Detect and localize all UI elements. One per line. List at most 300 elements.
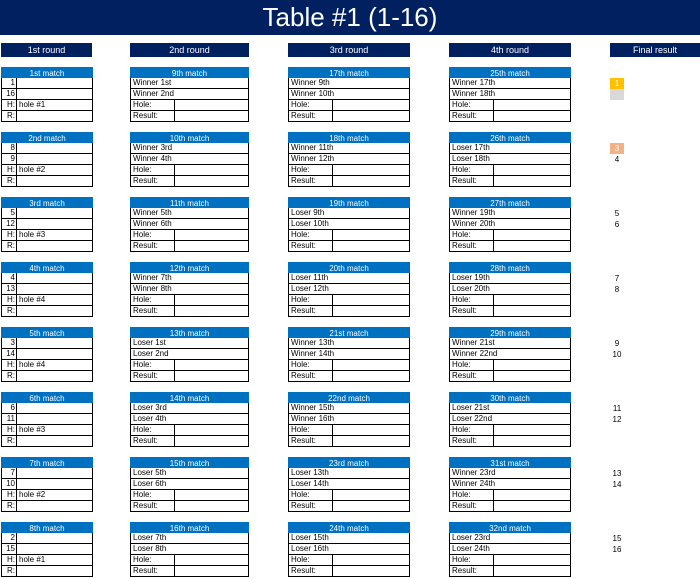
participant-source: Loser 10th	[291, 219, 329, 228]
participant-source: Winner 19th	[452, 208, 496, 217]
match-title: 19th match	[288, 197, 410, 208]
hole-label: Hole:	[131, 360, 175, 370]
participant-row	[449, 89, 571, 100]
participant-row	[130, 349, 249, 360]
participant-row	[288, 544, 410, 555]
match-r1-5	[1, 327, 93, 382]
participant-source: Winner 18th	[452, 89, 496, 98]
hole-input[interactable]	[333, 165, 409, 175]
round-header-3: 3rd round	[288, 43, 410, 57]
participant-row	[288, 479, 410, 490]
result-row	[288, 566, 410, 577]
match-round3-2	[288, 132, 410, 187]
participant-source: Winner 4th	[133, 154, 172, 163]
result-input[interactable]	[175, 566, 248, 576]
hole-row	[288, 490, 410, 501]
hole-input[interactable]	[175, 555, 248, 565]
result-row	[130, 111, 249, 122]
seed-row	[1, 479, 93, 490]
hole-value[interactable]: hole #2	[19, 490, 46, 499]
participant-row	[130, 78, 249, 89]
final-place-9: 9	[614, 339, 620, 348]
seed-row	[1, 403, 93, 414]
result-input[interactable]	[494, 566, 570, 576]
participant-source: Loser 8th	[133, 544, 167, 553]
page-title: Table #1 (1-16)	[0, 0, 700, 35]
match-title: 10th match	[130, 132, 249, 143]
participant-source: Loser 2nd	[133, 349, 169, 358]
result-input[interactable]	[494, 176, 570, 186]
match-round3-8	[288, 522, 410, 577]
participant-source: Loser 18th	[452, 154, 490, 163]
result-label: Result:	[131, 566, 175, 576]
hole-label: Hole:	[131, 425, 175, 435]
participant-row	[288, 349, 410, 360]
participant-row	[449, 414, 571, 425]
hole-input[interactable]	[494, 425, 570, 435]
participant-source: Loser 12th	[291, 284, 329, 293]
participant-row	[449, 479, 571, 490]
player-cell[interactable]	[17, 219, 92, 229]
result-label: Result:	[289, 371, 333, 381]
participant-row	[449, 403, 571, 414]
match-title: 6th match	[1, 392, 93, 403]
final-place-11: 11	[612, 404, 622, 413]
hole-row	[288, 425, 410, 436]
hole-row	[130, 165, 249, 176]
participant-source: Loser 19th	[452, 273, 490, 282]
participant-source: Loser 3rd	[133, 403, 167, 412]
participant-row	[130, 414, 249, 425]
participant-source: Winner 24th	[452, 479, 496, 488]
match-title: 26th match	[449, 132, 571, 143]
hole-label: Hole:	[131, 165, 175, 175]
hole-input[interactable]	[175, 165, 248, 175]
match-title: 7th match	[1, 457, 93, 468]
result-label: Result:	[131, 501, 175, 511]
hole-row	[449, 165, 571, 176]
hole-label: Hole:	[450, 230, 494, 240]
participant-source: Winner 23rd	[452, 468, 496, 477]
result-label: R:	[2, 176, 17, 186]
result-input[interactable]	[333, 176, 409, 186]
seed-row	[1, 273, 93, 284]
match-title: 32nd match	[449, 522, 571, 533]
seed-number: 10	[2, 479, 17, 489]
result-input[interactable]	[333, 306, 409, 316]
participant-source: Winner 2nd	[133, 89, 174, 98]
result-input[interactable]	[175, 306, 248, 316]
participant-row	[288, 154, 410, 165]
participant-source: Loser 22nd	[452, 414, 493, 423]
match-round3-7	[288, 457, 410, 512]
hole-value[interactable]: hole #3	[19, 230, 46, 239]
hole-label: Hole:	[289, 295, 333, 305]
participant-row	[288, 403, 410, 414]
participant-row	[288, 468, 410, 479]
hole-input[interactable]	[175, 425, 248, 435]
hole-input[interactable]	[333, 295, 409, 305]
hole-input[interactable]	[494, 490, 570, 500]
final-place-3: 3	[610, 143, 624, 154]
participant-row	[130, 89, 249, 100]
result-label: Result:	[450, 436, 494, 446]
result-row	[288, 501, 410, 512]
player-cell[interactable]	[17, 533, 92, 543]
match-title: 31st match	[449, 457, 571, 468]
match-round3-1	[288, 67, 410, 122]
result-row	[449, 436, 571, 447]
result-label: Result:	[289, 566, 333, 576]
result-input[interactable]	[333, 566, 409, 576]
result-input[interactable]	[175, 501, 248, 511]
seed-row	[1, 89, 93, 100]
participant-row	[449, 78, 571, 89]
result-label: Result:	[450, 176, 494, 186]
hole-row	[1, 425, 93, 436]
result-row	[1, 176, 93, 187]
player-cell[interactable]	[17, 403, 92, 413]
hole-label: H:	[2, 425, 17, 435]
seed-number: 1	[2, 78, 17, 88]
seed-number: 15	[2, 544, 17, 554]
player-cell[interactable]	[17, 468, 92, 478]
hole-input[interactable]	[333, 360, 409, 370]
result-row	[449, 306, 571, 317]
result-row	[130, 306, 249, 317]
hole-value[interactable]: hole #4	[19, 295, 46, 304]
match-title: 18th match	[288, 132, 410, 143]
result-row	[1, 436, 93, 447]
match-title: 22nd match	[288, 392, 410, 403]
result-label: Result:	[289, 501, 333, 511]
result-row	[449, 241, 571, 252]
match-r1-8	[1, 522, 93, 577]
hole-row	[449, 360, 571, 371]
player-cell[interactable]	[17, 89, 92, 99]
match-title: 13th match	[130, 327, 249, 338]
participant-source: Winner 12th	[291, 154, 335, 163]
result-input[interactable]	[175, 111, 248, 121]
hole-value[interactable]: hole #2	[19, 165, 46, 174]
match-title: 17th match	[288, 67, 410, 78]
hole-label: H:	[2, 490, 17, 500]
participant-row	[130, 533, 249, 544]
participant-source: Loser 20th	[452, 284, 490, 293]
hole-label: Hole:	[131, 555, 175, 565]
result-value[interactable]	[17, 176, 92, 186]
seed-row	[1, 219, 93, 230]
hole-input[interactable]	[333, 100, 409, 110]
participant-row	[449, 533, 571, 544]
result-label: R:	[2, 241, 17, 251]
result-input[interactable]	[333, 436, 409, 446]
result-row	[130, 501, 249, 512]
participant-row	[288, 284, 410, 295]
result-value[interactable]	[17, 306, 92, 316]
hole-input[interactable]	[175, 230, 248, 240]
result-row	[449, 371, 571, 382]
hole-row	[449, 295, 571, 306]
participant-row	[449, 338, 571, 349]
match-round3-5	[288, 327, 410, 382]
seed-row	[1, 349, 93, 360]
participant-row	[288, 78, 410, 89]
hole-input[interactable]	[494, 295, 570, 305]
result-label: R:	[2, 306, 17, 316]
result-input[interactable]	[494, 241, 570, 251]
seed-row	[1, 338, 93, 349]
result-label: Result:	[131, 306, 175, 316]
match-title: 12th match	[130, 262, 249, 273]
hole-label: Hole:	[450, 295, 494, 305]
hole-label: Hole:	[289, 360, 333, 370]
match-r1-6	[1, 392, 93, 447]
match-title: 14th match	[130, 392, 249, 403]
hole-input[interactable]	[175, 295, 248, 305]
seed-number: 3	[2, 338, 17, 348]
hole-row	[449, 425, 571, 436]
seed-row	[1, 208, 93, 219]
result-value[interactable]	[17, 111, 92, 121]
participant-source: Winner 13th	[291, 338, 335, 347]
hole-label: Hole:	[289, 165, 333, 175]
result-label: Result:	[289, 436, 333, 446]
player-cell[interactable]	[17, 349, 92, 359]
participant-source: Winner 9th	[291, 78, 330, 87]
match-title: 2nd match	[1, 132, 93, 143]
hole-input[interactable]	[494, 555, 570, 565]
hole-value[interactable]: hole #1	[19, 555, 46, 564]
match-round2-3	[130, 197, 249, 252]
match-title: 1st match	[1, 67, 93, 78]
hole-label: Hole:	[131, 100, 175, 110]
hole-label: H:	[2, 295, 17, 305]
hole-row	[288, 165, 410, 176]
hole-value[interactable]: hole #1	[19, 100, 46, 109]
player-cell[interactable]	[17, 479, 92, 489]
match-title: 25th match	[449, 67, 571, 78]
seed-row	[1, 78, 93, 89]
hole-label: Hole:	[289, 230, 333, 240]
participant-row	[449, 349, 571, 360]
match-title: 4th match	[1, 262, 93, 273]
seed-number: 7	[2, 468, 17, 478]
result-input[interactable]	[175, 176, 248, 186]
hole-row	[130, 555, 249, 566]
hole-value[interactable]: hole #4	[19, 360, 46, 369]
result-input[interactable]	[333, 501, 409, 511]
result-input[interactable]	[333, 111, 409, 121]
hole-label: H:	[2, 100, 17, 110]
result-label: Result:	[131, 241, 175, 251]
participant-row	[449, 208, 571, 219]
result-label: Result:	[131, 111, 175, 121]
participant-source: Loser 4th	[133, 414, 167, 423]
seed-row	[1, 468, 93, 479]
hole-input[interactable]	[175, 100, 248, 110]
participant-source: Winner 6th	[133, 219, 172, 228]
seed-number: 11	[2, 414, 17, 424]
hole-input[interactable]	[175, 490, 248, 500]
result-input[interactable]	[333, 241, 409, 251]
participant-source: Winner 7th	[133, 273, 172, 282]
match-title: 16th match	[130, 522, 249, 533]
hole-label: H:	[2, 360, 17, 370]
player-cell[interactable]	[17, 154, 92, 164]
hole-row	[130, 230, 249, 241]
result-input[interactable]	[494, 436, 570, 446]
result-value[interactable]	[17, 241, 92, 251]
result-input[interactable]	[175, 371, 248, 381]
hole-label: Hole:	[289, 490, 333, 500]
final-place-2	[610, 89, 624, 100]
hole-row	[1, 360, 93, 371]
result-row	[1, 241, 93, 252]
participant-source: Winner 15th	[291, 403, 335, 412]
final-place-7: 7	[614, 274, 620, 283]
hole-row	[449, 490, 571, 501]
hole-label: Hole:	[450, 165, 494, 175]
participant-row	[130, 479, 249, 490]
participant-row	[288, 208, 410, 219]
result-row	[288, 306, 410, 317]
hole-row	[1, 555, 93, 566]
participant-row	[288, 143, 410, 154]
player-cell[interactable]	[17, 284, 92, 294]
result-row	[288, 241, 410, 252]
result-label: Result:	[131, 436, 175, 446]
result-input[interactable]	[494, 371, 570, 381]
hole-row	[130, 295, 249, 306]
participant-row	[130, 143, 249, 154]
seed-number: 5	[2, 208, 17, 218]
hole-row	[288, 360, 410, 371]
participant-row	[449, 284, 571, 295]
result-value[interactable]	[17, 436, 92, 446]
participant-row	[130, 154, 249, 165]
player-cell[interactable]	[17, 208, 92, 218]
hole-input[interactable]	[494, 230, 570, 240]
result-row	[1, 371, 93, 382]
result-label: Result:	[131, 371, 175, 381]
hole-input[interactable]	[494, 360, 570, 370]
participant-source: Winner 21st	[452, 338, 495, 347]
player-cell[interactable]	[17, 414, 92, 424]
result-input[interactable]	[494, 306, 570, 316]
seed-row	[1, 414, 93, 425]
participant-source: Winner 10th	[291, 89, 335, 98]
hole-label: Hole:	[289, 555, 333, 565]
final-place-12: 12	[612, 415, 622, 424]
result-value[interactable]	[17, 501, 92, 511]
hole-input[interactable]	[333, 555, 409, 565]
hole-input[interactable]	[494, 165, 570, 175]
hole-row	[130, 360, 249, 371]
result-label: R:	[2, 566, 17, 576]
result-label: Result:	[450, 241, 494, 251]
result-row	[1, 111, 93, 122]
participant-row	[449, 544, 571, 555]
hole-input[interactable]	[333, 490, 409, 500]
participant-row	[130, 284, 249, 295]
result-value[interactable]	[17, 566, 92, 576]
result-row	[130, 566, 249, 577]
match-round4-6	[449, 392, 571, 447]
match-round4-4	[449, 262, 571, 317]
match-title: 28th match	[449, 262, 571, 273]
seed-number: 9	[2, 154, 17, 164]
hole-row	[288, 100, 410, 111]
hole-label: H:	[2, 165, 17, 175]
result-value[interactable]	[17, 371, 92, 381]
participant-source: Loser 14th	[291, 479, 329, 488]
hole-input[interactable]	[333, 230, 409, 240]
participant-row	[130, 273, 249, 284]
participant-source: Loser 24th	[452, 544, 490, 553]
hole-row	[288, 295, 410, 306]
participant-source: Winner 1st	[133, 78, 172, 87]
round-header-2: 2nd round	[130, 43, 249, 57]
result-row	[288, 176, 410, 187]
round-header-4: 4th round	[449, 43, 571, 57]
seed-number: 8	[2, 143, 17, 153]
hole-label: Hole:	[131, 230, 175, 240]
participant-source: Loser 23rd	[452, 533, 491, 542]
hole-value[interactable]: hole #3	[19, 425, 46, 434]
seed-row	[1, 284, 93, 295]
participant-row	[288, 219, 410, 230]
participant-row	[449, 154, 571, 165]
hole-label: Hole:	[450, 555, 494, 565]
player-cell[interactable]	[17, 338, 92, 348]
hole-label: Hole:	[289, 100, 333, 110]
result-input[interactable]	[333, 371, 409, 381]
participant-source: Loser 15th	[291, 533, 329, 542]
hole-input[interactable]	[333, 425, 409, 435]
hole-row	[1, 165, 93, 176]
result-row	[1, 501, 93, 512]
seed-row	[1, 154, 93, 165]
player-cell[interactable]	[17, 273, 92, 283]
result-input[interactable]	[494, 111, 570, 121]
hole-row	[449, 100, 571, 111]
result-input[interactable]	[175, 436, 248, 446]
hole-input[interactable]	[175, 360, 248, 370]
result-input[interactable]	[494, 501, 570, 511]
result-label: R:	[2, 436, 17, 446]
hole-row	[288, 555, 410, 566]
player-cell[interactable]	[17, 143, 92, 153]
participant-source: Loser 11th	[291, 273, 329, 282]
final-place-4: 4	[614, 155, 620, 164]
result-row	[449, 501, 571, 512]
player-cell[interactable]	[17, 78, 92, 88]
seed-number: 4	[2, 273, 17, 283]
player-cell[interactable]	[17, 544, 92, 554]
participant-source: Winner 17th	[452, 78, 496, 87]
result-row	[130, 436, 249, 447]
match-title: 3rd match	[1, 197, 93, 208]
hole-input[interactable]	[494, 100, 570, 110]
match-round4-3	[449, 197, 571, 252]
match-title: 9th match	[130, 67, 249, 78]
result-input[interactable]	[175, 241, 248, 251]
hole-row	[1, 295, 93, 306]
participant-row	[449, 468, 571, 479]
participant-row	[449, 273, 571, 284]
participant-source: Loser 1st	[133, 338, 166, 347]
